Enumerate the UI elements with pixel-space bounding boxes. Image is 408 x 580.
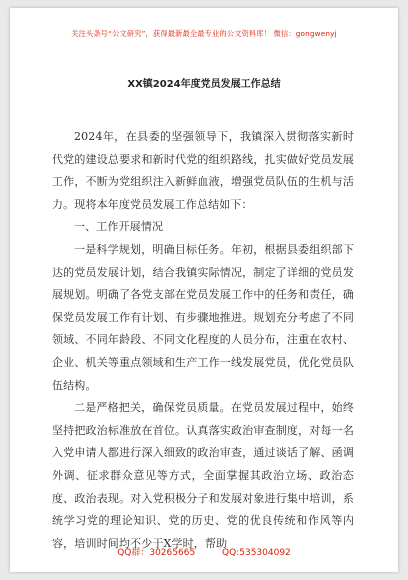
paragraph-quality: 二是严格把关，确保党员质量。在党员发展过程中，始终坚持把政治标准放在首位。认真落实政治审查制度，对每一名入党申请人都进行深入细致的政治审查，通过谈话了解、函调外调、征求群众意见等方式，全面掌握其政治立场、政治态度、政治表现。对入党积极分子和发展对象进行集中培训，系统学习党的理论知识、党的历史、党的优良传统和作风等内容，培训时间均不少于X学时，帮助 <box>52 401 354 550</box>
footer-qq: QQ:535304092 <box>222 548 291 558</box>
document-page <box>10 8 398 572</box>
footer-contact <box>10 545 398 558</box>
paragraph-planning: 一是科学规划，明确目标任务。年初，根据县委组织部下达的党员发展计划，结合我镇实际情况，制定了详细的党员发展规划。明确了各党支部在党员发展工作中的任务和责任，确保党员发展工作有计划、有步骤地推进。规划充分考虑了不同领域、不同年龄段、不同文化程度的人员分布，注重在农村、企业、机关等重点领域和生产工作一线发展党员，优化党员队伍结构。 <box>52 242 354 392</box>
header-notice: 关注头条号“公文研究”，获得最新最全最专业的公文资料库！ 微信：gongwenyj <box>71 29 337 38</box>
paragraph-intro: 2024年，在县委的坚强领导下，我镇深入贯彻落实新时代党的建设总要求和新时代党的组织路线，扎实做好党员发展工作，不断为党组织注入新鲜血液，增强党员队伍的生机与活力。现将本年度党员发展工作总结如下： <box>52 130 354 211</box>
document-body <box>52 126 354 555</box>
footer-qq-group: QQ群：30265665 <box>117 548 196 558</box>
section-heading: 一、工作开展情况 <box>74 220 164 234</box>
document-title: XX镇2024年度党员发展工作总结 <box>127 79 281 90</box>
